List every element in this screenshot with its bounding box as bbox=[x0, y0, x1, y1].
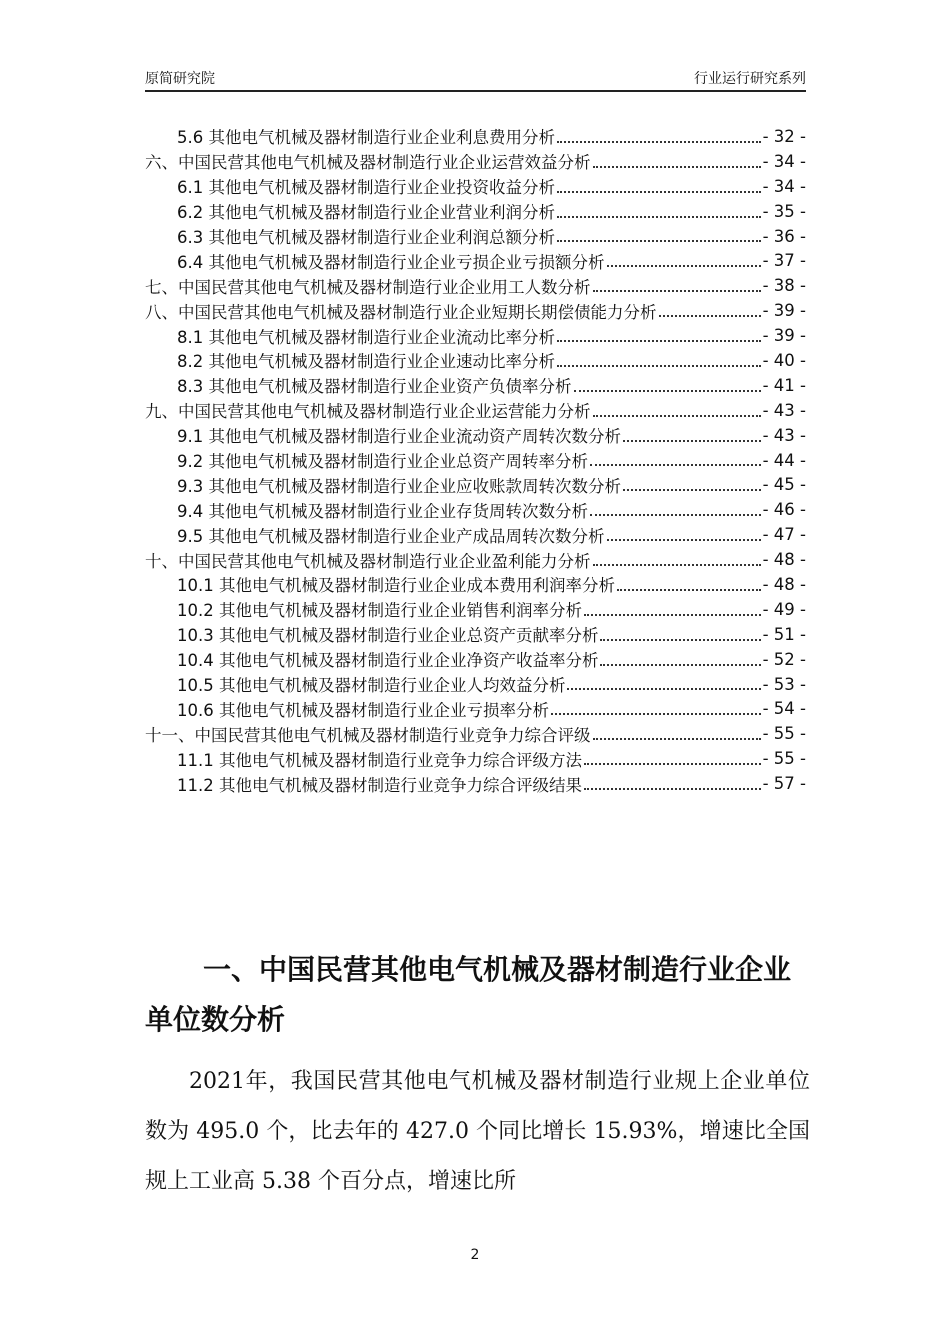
toc-entry-page: - 37 - bbox=[762, 251, 806, 271]
toc-entry-title: 6.4 其他电气机械及器材制造行业企业亏损企业亏损额分析 bbox=[177, 252, 605, 272]
toc-entry-title: 6.1 其他电气机械及器材制造行业企业投资收益分析 bbox=[177, 178, 555, 198]
toc-entry-page: - 40 - bbox=[762, 350, 806, 370]
toc-entry[interactable] bbox=[145, 696, 806, 721]
toc-leader-dots bbox=[600, 639, 760, 641]
toc-leader-dots bbox=[623, 440, 761, 442]
toc-leader-dots bbox=[659, 315, 761, 317]
toc-leader-dots bbox=[551, 713, 761, 715]
toc-entry[interactable] bbox=[145, 199, 806, 224]
toc-entry-title: 8.2 其他电气机械及器材制造行业企业速动比率分析 bbox=[177, 352, 555, 372]
toc-leader-dots bbox=[623, 489, 761, 491]
toc-entry-page: - 34 - bbox=[762, 151, 806, 171]
toc-entry-title: 10.6 其他电气机械及器材制造行业企业亏损率分析 bbox=[177, 700, 549, 720]
toc-entry-title: 七、中国民营其他电气机械及器材制造行业企业用工人数分析 bbox=[145, 277, 591, 297]
toc-entry-page: - 36 - bbox=[762, 226, 806, 246]
toc-entry[interactable] bbox=[145, 522, 806, 547]
toc-entry[interactable] bbox=[145, 597, 806, 622]
toc-entry-page: - 44 - bbox=[762, 450, 806, 470]
toc-entry[interactable] bbox=[145, 448, 806, 473]
toc-entry-page: - 48 - bbox=[762, 550, 806, 570]
toc-entry-page: - 46 - bbox=[762, 500, 806, 520]
toc-entry[interactable] bbox=[145, 174, 806, 199]
table-of-contents bbox=[145, 124, 806, 796]
toc-entry-page: - 39 - bbox=[762, 301, 806, 321]
section-heading: 一、中国民营其他电气机械及器材制造行业企业单位数分析 bbox=[145, 953, 792, 1036]
toc-entry-page: - 35 - bbox=[762, 201, 806, 221]
toc-entry-page: - 55 - bbox=[762, 749, 806, 769]
toc-entry-title: 8.1 其他电气机械及器材制造行业企业流动比率分析 bbox=[177, 327, 555, 347]
toc-entry[interactable] bbox=[145, 746, 806, 771]
toc-entry[interactable] bbox=[145, 572, 806, 597]
toc-entry-page: - 34 - bbox=[762, 176, 806, 196]
toc-entry-title: 9.3 其他电气机械及器材制造行业企业应收账款周转次数分析 bbox=[177, 476, 621, 496]
toc-entry-page: - 51 - bbox=[762, 624, 806, 644]
page-number: 2 bbox=[470, 1247, 480, 1263]
toc-leader-dots bbox=[617, 589, 761, 591]
toc-entry[interactable] bbox=[145, 323, 806, 348]
toc-entry-page: - 39 - bbox=[762, 326, 806, 346]
toc-leader-dots bbox=[584, 788, 761, 790]
toc-entry[interactable] bbox=[145, 647, 806, 672]
toc-entry[interactable] bbox=[145, 497, 806, 522]
toc-entry-page: - 49 - bbox=[762, 599, 806, 619]
toc-entry-page: - 43 - bbox=[762, 425, 806, 445]
toc-entry[interactable] bbox=[145, 547, 806, 572]
toc-leader-dots bbox=[590, 514, 761, 516]
toc-entry-title: 9.2 其他电气机械及器材制造行业企业总资产周转率分析 bbox=[177, 452, 588, 472]
toc-entry[interactable] bbox=[145, 423, 806, 448]
toc-leader-dots bbox=[584, 614, 761, 616]
toc-leader-dots bbox=[557, 340, 761, 342]
toc-leader-dots bbox=[557, 216, 761, 218]
toc-entry-page: - 38 - bbox=[762, 276, 806, 296]
toc-entry-page: - 53 - bbox=[762, 674, 806, 694]
toc-entry-title: 八、中国民营其他电气机械及器材制造行业企业短期长期偿债能力分析 bbox=[145, 302, 657, 322]
body-paragraph: 2021年，我国民营其他电气机械及器材制造行业规上企业单位数为 495.0 个，比去年的 427.0 个同比增长 15.93%，增速比全国规上工业高 5.38 个百分点，增速比所 bbox=[145, 1069, 810, 1194]
toc-leader-dots bbox=[607, 539, 761, 541]
toc-entry-page: - 54 - bbox=[762, 699, 806, 719]
toc-entry[interactable] bbox=[145, 622, 806, 647]
toc-leader-dots bbox=[584, 763, 761, 765]
toc-entry-page: - 48 - bbox=[762, 574, 806, 594]
toc-leader-dots bbox=[593, 564, 761, 566]
toc-leader-dots bbox=[600, 664, 760, 666]
toc-entry-page: - 55 - bbox=[762, 724, 806, 744]
toc-entry[interactable] bbox=[145, 149, 806, 174]
toc-leader-dots bbox=[557, 191, 761, 193]
toc-entry-title: 5.6 其他电气机械及器材制造行业企业利息费用分析 bbox=[177, 128, 555, 148]
toc-entry-title: 10.4 其他电气机械及器材制造行业企业净资产收益率分析 bbox=[177, 651, 599, 671]
toc-entry[interactable] bbox=[145, 771, 806, 796]
toc-entry[interactable] bbox=[145, 224, 806, 249]
toc-entry[interactable] bbox=[145, 298, 806, 323]
toc-entry-title: 8.3 其他电气机械及器材制造行业企业资产负债率分析 bbox=[177, 377, 572, 397]
toc-entry-title: 11.2 其他电气机械及器材制造行业竞争力综合评级结果 bbox=[177, 775, 582, 795]
toc-entry-title: 9.4 其他电气机械及器材制造行业企业存货周转次数分析 bbox=[177, 501, 588, 521]
toc-entry-page: - 41 - bbox=[762, 375, 806, 395]
toc-leader-dots bbox=[557, 365, 761, 367]
toc-entry-title: 六、中国民营其他电气机械及器材制造行业企业运营效益分析 bbox=[145, 153, 591, 173]
toc-entry-title: 10.3 其他电气机械及器材制造行业企业总资产贡献率分析 bbox=[177, 626, 599, 646]
toc-entry[interactable] bbox=[145, 472, 806, 497]
toc-entry[interactable] bbox=[145, 373, 806, 398]
toc-entry-page: - 45 - bbox=[762, 475, 806, 495]
toc-entry[interactable] bbox=[145, 248, 806, 273]
toc-entry-title: 9.5 其他电气机械及器材制造行业企业产成品周转次数分析 bbox=[177, 526, 605, 546]
toc-entry-page: - 57 - bbox=[762, 774, 806, 794]
toc-entry[interactable] bbox=[145, 273, 806, 298]
toc-entry-title: 九、中国民营其他电气机械及器材制造行业企业运营能力分析 bbox=[145, 402, 591, 422]
toc-entry-page: - 32 - bbox=[762, 126, 806, 146]
toc-entry[interactable] bbox=[145, 672, 806, 697]
toc-leader-dots bbox=[557, 240, 761, 242]
toc-leader-dots bbox=[593, 415, 761, 417]
toc-entry-page: - 43 - bbox=[762, 400, 806, 420]
toc-entry-page: - 47 - bbox=[762, 525, 806, 545]
toc-entry-title: 6.2 其他电气机械及器材制造行业企业营业利润分析 bbox=[177, 203, 555, 223]
toc-leader-dots bbox=[607, 265, 761, 267]
toc-entry-title: 10.1 其他电气机械及器材制造行业企业成本费用利润率分析 bbox=[177, 576, 615, 596]
toc-entry[interactable] bbox=[145, 124, 806, 149]
page-header bbox=[145, 64, 806, 92]
toc-leader-dots bbox=[590, 464, 761, 466]
toc-entry-title: 十一、中国民营其他电气机械及器材制造行业竞争力综合评级 bbox=[145, 725, 591, 745]
toc-entry-title: 10.5 其他电气机械及器材制造行业企业人均效益分析 bbox=[177, 676, 566, 696]
toc-leader-dots bbox=[567, 688, 760, 690]
toc-entry[interactable] bbox=[145, 348, 806, 373]
toc-leader-dots bbox=[593, 738, 761, 740]
toc-entry-title: 十、中国民营其他电气机械及器材制造行业企业盈利能力分析 bbox=[145, 551, 591, 571]
toc-entry-page: - 52 - bbox=[762, 649, 806, 669]
toc-entry-title: 9.1 其他电气机械及器材制造行业企业流动资产周转次数分析 bbox=[177, 427, 621, 447]
toc-leader-dots bbox=[557, 141, 761, 143]
toc-entry[interactable] bbox=[145, 721, 806, 746]
header-left: 原简研究院 bbox=[145, 71, 215, 87]
header-right: 行业运行研究系列 bbox=[694, 71, 806, 87]
toc-entry-title: 10.2 其他电气机械及器材制造行业企业销售利润率分析 bbox=[177, 601, 582, 621]
toc-entry[interactable] bbox=[145, 398, 806, 423]
toc-entry-title: 6.3 其他电气机械及器材制造行业企业利润总额分析 bbox=[177, 228, 555, 247]
toc-leader-dots bbox=[574, 390, 761, 392]
toc-entry-title: 11.1 其他电气机械及器材制造行业竞争力综合评级方法 bbox=[177, 750, 582, 770]
toc-leader-dots bbox=[593, 166, 761, 168]
toc-leader-dots bbox=[593, 290, 761, 292]
